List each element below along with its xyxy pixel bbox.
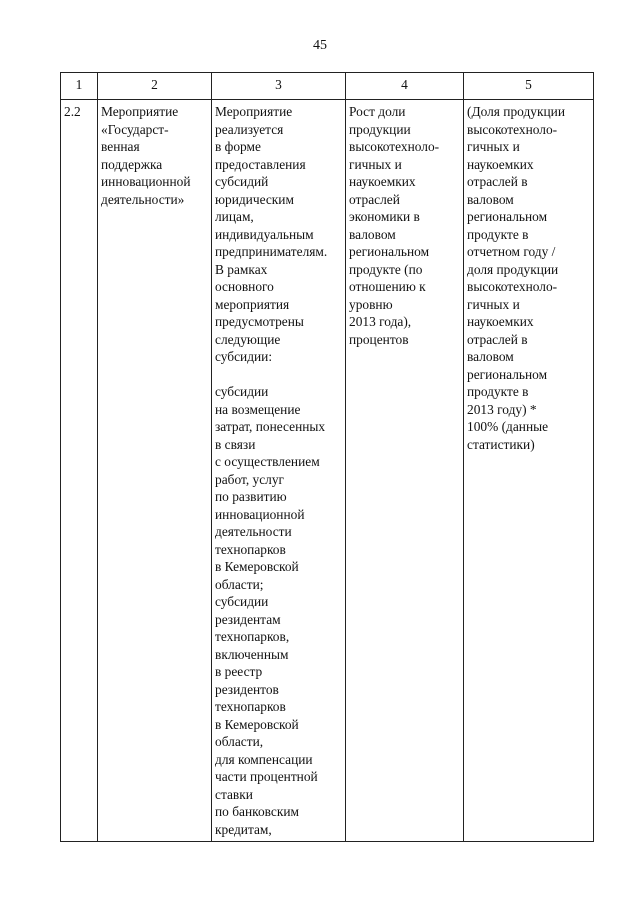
cell-text-line <box>215 366 342 384</box>
cell-text-line: следующие <box>215 331 281 347</box>
cell-text-line: венная <box>101 139 140 154</box>
cell-text-line: 2013 года), <box>349 314 412 329</box>
cell-text-line: продукте в <box>467 226 529 242</box>
row-number-cell <box>61 100 98 842</box>
cell-text-line: высокотехноло- <box>349 139 440 154</box>
cell-text-line: технопарков <box>215 699 286 714</box>
cell-text-line: В рамках <box>215 261 268 277</box>
cell-text-line: субсидии <box>215 384 269 399</box>
cell-text-line: субсидии <box>215 594 269 609</box>
cell-text-line: включенным <box>215 646 289 662</box>
cell-text-line: валовом <box>349 226 396 242</box>
cell-text-line: отраслей в <box>467 331 528 347</box>
cell-text-line: резидентам <box>215 611 281 627</box>
cell-text-line: валовом <box>467 349 514 364</box>
cell-text-line: (Доля продукции <box>467 104 565 119</box>
cell-text-line: в форме <box>215 139 261 154</box>
cell-text-line: гичных и <box>349 156 402 172</box>
column-header-3: 3 <box>212 73 346 100</box>
program-measures-table <box>60 72 594 842</box>
page-number: 45 <box>313 38 327 53</box>
cell-text-line: 100% (данные <box>467 419 549 434</box>
cell-text-line: субсидий <box>215 174 269 189</box>
cell-text-line: валовом <box>467 191 514 207</box>
cell-text-line: продукте (по <box>349 261 423 277</box>
cell-text-line: доля продукции <box>467 261 559 277</box>
cell-text-line: ставки <box>215 786 253 802</box>
indicator-formula-cell <box>464 100 594 842</box>
indicator-name-cell <box>346 100 464 842</box>
column-header-1: 1 <box>61 73 98 100</box>
cell-text-line: в Кемеровской <box>215 559 299 574</box>
cell-text-line: продукции <box>349 121 411 137</box>
cell-text-line: мероприятия <box>215 296 290 312</box>
cell-text-line: отраслей <box>349 191 400 207</box>
table-header-row <box>61 73 594 100</box>
cell-text-line: деятельности <box>215 524 292 539</box>
cell-text-line: экономики в <box>349 209 420 224</box>
cell-text-line: Рост доли <box>349 104 406 119</box>
cell-text-line: резидентов <box>215 681 279 697</box>
cell-text-line: статистики) <box>467 436 535 452</box>
cell-text-line: инновационной <box>101 174 191 189</box>
cell-text-line: высокотехноло- <box>467 279 558 294</box>
cell-text-line: части процентной <box>215 769 318 784</box>
cell-text-line: Мероприятие <box>215 104 293 119</box>
cell-text-line: «Государст- <box>101 121 169 137</box>
cell-text-line: уровню <box>349 296 393 312</box>
cell-text-line: лицам, <box>215 209 254 224</box>
cell-text-line: в связи <box>215 436 256 452</box>
cell-text-line: с осуществлением <box>215 454 320 469</box>
cell-text-line: гичных и <box>467 296 520 312</box>
cell-text-line: наукоемких <box>467 156 534 172</box>
cell-text-line: Мероприятие <box>101 104 179 119</box>
cell-text-line: процентов <box>349 331 409 347</box>
cell-text-line: деятельности» <box>101 191 185 207</box>
measure-name-cell <box>98 100 212 842</box>
measure-description-cell <box>212 100 346 842</box>
cell-text-line: субсидии: <box>215 349 273 364</box>
cell-text-line: технопарков <box>215 541 286 557</box>
column-header-2: 2 <box>98 73 212 100</box>
cell-text-line: региональном <box>349 244 430 259</box>
cell-text-line: продукте в <box>467 384 529 399</box>
cell-text-line: по банковским <box>215 804 299 819</box>
cell-text-line: в реестр <box>215 664 263 679</box>
cell-text-line: предпринимателям. <box>215 244 328 259</box>
cell-text-line: индивидуальным <box>215 226 314 242</box>
column-header-4: 4 <box>346 73 464 100</box>
cell-text-line: кредитам, <box>215 821 272 837</box>
cell-text-line: гичных и <box>467 139 520 154</box>
cell-text-line: для компенсации <box>215 751 313 767</box>
cell-text-line: 2013 году) * <box>467 401 537 417</box>
cell-text-line: отношению к <box>349 279 426 294</box>
column-header-5: 5 <box>464 73 594 100</box>
cell-text-line: работ, услуг <box>215 471 285 487</box>
cell-text-line: в Кемеровской <box>215 716 299 732</box>
cell-text-line: предусмотрены <box>215 314 304 329</box>
cell-text-line: поддержка <box>101 156 163 172</box>
cell-text-line: высокотехноло- <box>467 121 558 137</box>
cell-text-line: наукоемких <box>349 174 416 189</box>
cell-text-line: области, <box>215 734 264 749</box>
cell-text-line: юридическим <box>215 191 294 207</box>
cell-text-line: затрат, понесенных <box>215 419 326 434</box>
cell-text-line: на возмещение <box>215 401 301 417</box>
cell-text-line: предоставления <box>215 156 306 172</box>
cell-text-line: технопарков, <box>215 629 290 644</box>
cell-text-line: реализуется <box>215 121 284 137</box>
cell-text-line: региональном <box>467 366 548 382</box>
cell-text-line: наукоемких <box>467 314 534 329</box>
cell-text-line: отчетном году / <box>467 244 556 259</box>
cell-text-line: по развитию <box>215 489 287 504</box>
row-number: 2.2 <box>64 104 81 119</box>
cell-text-line: отраслей в <box>467 174 528 189</box>
cell-text-line: инновационной <box>215 506 305 522</box>
cell-text-line: региональном <box>467 209 548 224</box>
cell-text-line: области; <box>215 576 264 592</box>
table-row <box>61 100 594 842</box>
cell-text-line: основного <box>215 279 274 294</box>
